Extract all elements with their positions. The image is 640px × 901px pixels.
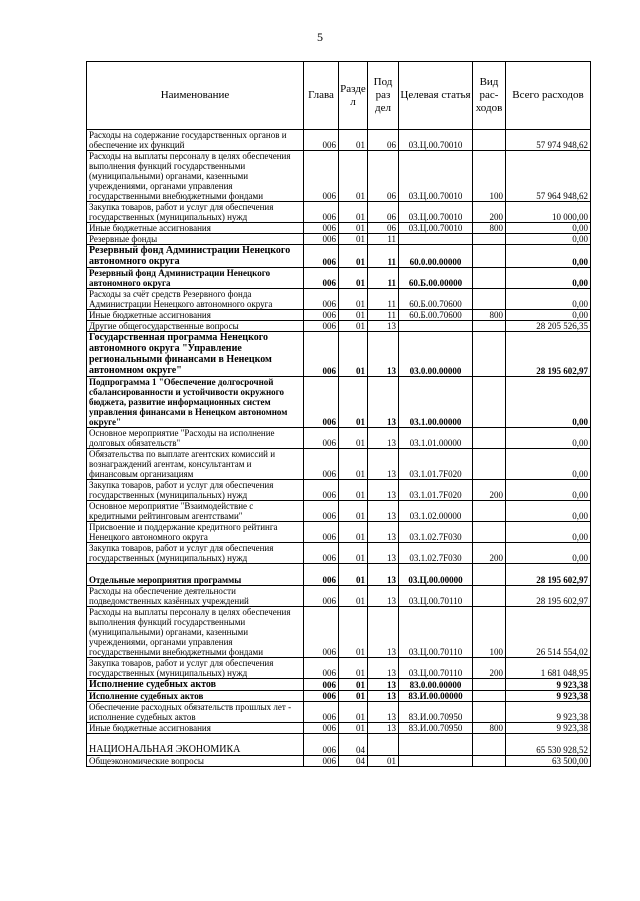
table-row <box>87 321 591 332</box>
row-total: 9 923,38 <box>506 723 591 734</box>
row-target-article: 60.Б.00.70600 <box>399 310 473 321</box>
row-glava: 006 <box>304 679 339 691</box>
table-row <box>87 130 591 151</box>
table-row <box>87 586 591 607</box>
row-expense-type <box>473 756 506 767</box>
row-name: НАЦИОНАЛЬНАЯ ЭКОНОМИКА <box>87 734 304 756</box>
row-name: Расходы за счёт средств Резервного фонда Администрации Ненецкого автономного округа <box>87 289 304 310</box>
row-razdel: 01 <box>339 223 368 234</box>
row-total: 0,00 <box>506 480 591 501</box>
row-razdel: 04 <box>339 734 368 756</box>
row-name: Отдельные мероприятия программы <box>87 564 304 586</box>
row-expense-type: 200 <box>473 658 506 679</box>
row-podrazdel: 13 <box>368 679 399 691</box>
row-glava: 006 <box>304 702 339 723</box>
table-row <box>87 522 591 543</box>
row-target-article: 03.1.01.7F020 <box>399 449 473 480</box>
row-expense-type <box>473 564 506 586</box>
row-razdel: 01 <box>339 723 368 734</box>
row-glava: 006 <box>304 501 339 522</box>
header-glava: Глава <box>304 62 339 130</box>
table-row <box>87 268 591 289</box>
row-razdel: 01 <box>339 658 368 679</box>
row-target-article: 03.Ц.00.70010 <box>399 202 473 223</box>
row-podrazdel: 06 <box>368 151 399 202</box>
row-glava: 006 <box>304 723 339 734</box>
row-expense-type <box>473 679 506 691</box>
table-row <box>87 702 591 723</box>
row-razdel: 01 <box>339 245 368 268</box>
row-total: 0,00 <box>506 310 591 321</box>
row-podrazdel: 11 <box>368 289 399 310</box>
row-total: 0,00 <box>506 234 591 245</box>
row-razdel: 01 <box>339 268 368 289</box>
row-razdel: 01 <box>339 377 368 428</box>
row-target-article <box>399 756 473 767</box>
row-name: Иные бюджетные ассигнования <box>87 223 304 234</box>
table-row <box>87 245 591 268</box>
row-podrazdel: 13 <box>368 691 399 702</box>
row-total: 0,00 <box>506 268 591 289</box>
row-total: 28 195 602,97 <box>506 332 591 377</box>
row-total: 26 514 554,02 <box>506 607 591 658</box>
expenditure-table <box>86 61 591 767</box>
row-podrazdel: 06 <box>368 130 399 151</box>
table-row <box>87 223 591 234</box>
header-total: Всего расходов <box>506 62 591 130</box>
row-razdel: 01 <box>339 564 368 586</box>
row-expense-type <box>473 245 506 268</box>
row-expense-type <box>473 377 506 428</box>
row-expense-type: 100 <box>473 607 506 658</box>
table-row <box>87 564 591 586</box>
table-row <box>87 723 591 734</box>
row-target-article: 03.1.02.7F030 <box>399 522 473 543</box>
row-glava: 006 <box>304 289 339 310</box>
row-total: 0,00 <box>506 377 591 428</box>
row-razdel: 01 <box>339 130 368 151</box>
row-expense-type: 800 <box>473 723 506 734</box>
row-razdel: 01 <box>339 522 368 543</box>
row-glava: 006 <box>304 428 339 449</box>
header-name: Наименование <box>87 62 304 130</box>
row-podrazdel: 13 <box>368 377 399 428</box>
row-glava: 006 <box>304 658 339 679</box>
row-total: 9 923,38 <box>506 679 591 691</box>
row-podrazdel: 13 <box>368 501 399 522</box>
row-target-article: 60.Б.00.00000 <box>399 268 473 289</box>
row-target-article: 60.Б.00.70600 <box>399 289 473 310</box>
row-total: 28 205 526,35 <box>506 321 591 332</box>
row-razdel: 01 <box>339 234 368 245</box>
row-name: Закупка товаров, работ и услуг для обеспечения государственных (муниципальных) нужд <box>87 543 304 564</box>
row-name: Обеспечение расходных обязательств прошлых лет - исполнение судебных актов <box>87 702 304 723</box>
row-expense-type: 200 <box>473 480 506 501</box>
row-razdel: 01 <box>339 310 368 321</box>
row-glava: 006 <box>304 202 339 223</box>
header-razdel: Разде л <box>339 62 368 130</box>
row-glava: 006 <box>304 130 339 151</box>
row-podrazdel: 06 <box>368 223 399 234</box>
row-expense-type: 800 <box>473 223 506 234</box>
table-row <box>87 543 591 564</box>
row-expense-type <box>473 522 506 543</box>
row-total: 0,00 <box>506 522 591 543</box>
table-row <box>87 377 591 428</box>
row-podrazdel: 13 <box>368 522 399 543</box>
row-podrazdel: 13 <box>368 332 399 377</box>
row-razdel: 01 <box>339 501 368 522</box>
row-name: Исполнение судебных актов <box>87 679 304 691</box>
row-name: Иные бюджетные ассигнования <box>87 723 304 734</box>
row-podrazdel: 11 <box>368 310 399 321</box>
row-glava: 006 <box>304 321 339 332</box>
row-glava: 006 <box>304 522 339 543</box>
row-podrazdel: 11 <box>368 245 399 268</box>
row-glava: 006 <box>304 310 339 321</box>
row-expense-type <box>473 332 506 377</box>
row-total: 65 530 928,52 <box>506 734 591 756</box>
row-name: Основное мероприятие "Взаимодействие с кредитными рейтинговым агентствами" <box>87 501 304 522</box>
table-row <box>87 428 591 449</box>
row-razdel: 01 <box>339 202 368 223</box>
row-total: 0,00 <box>506 501 591 522</box>
row-target-article: 83.И.00.00000 <box>399 691 473 702</box>
header-target: Целевая статья <box>399 62 473 130</box>
row-target-article: 03.1.00.00000 <box>399 377 473 428</box>
row-razdel: 01 <box>339 449 368 480</box>
row-razdel: 01 <box>339 607 368 658</box>
row-expense-type <box>473 586 506 607</box>
row-target-article: 03.Ц.00.00000 <box>399 564 473 586</box>
row-target-article: 03.Ц.00.70010 <box>399 130 473 151</box>
table-row <box>87 501 591 522</box>
row-target-article: 03.1.01.7F020 <box>399 480 473 501</box>
row-podrazdel: 11 <box>368 268 399 289</box>
row-name: Резервные фонды <box>87 234 304 245</box>
row-glava: 006 <box>304 268 339 289</box>
table-row <box>87 679 591 691</box>
row-glava: 006 <box>304 564 339 586</box>
row-glava: 006 <box>304 223 339 234</box>
row-total: 0,00 <box>506 449 591 480</box>
row-glava: 006 <box>304 332 339 377</box>
row-name: Закупка товаров, работ и услуг для обеспечения государственных (муниципальных) нужд <box>87 658 304 679</box>
row-glava: 006 <box>304 734 339 756</box>
table-row <box>87 310 591 321</box>
row-name: Закупка товаров, работ и услуг для обеспечения государственных (муниципальных) нужд <box>87 480 304 501</box>
table-row <box>87 289 591 310</box>
row-target-article: 03.Ц.00.70110 <box>399 607 473 658</box>
table-row <box>87 734 591 756</box>
table-row <box>87 332 591 377</box>
table-row <box>87 234 591 245</box>
row-name: Расходы на выплаты персоналу в целях обеспечения выполнения функций государственными (муниципальными) органами, казенными учреждениями, органами управления государственными внебюджетными фондами <box>87 151 304 202</box>
row-glava: 006 <box>304 151 339 202</box>
row-name: Закупка товаров, работ и услуг для обеспечения государственных (муниципальных) нужд <box>87 202 304 223</box>
row-expense-type <box>473 234 506 245</box>
row-podrazdel: 13 <box>368 607 399 658</box>
row-expense-type <box>473 691 506 702</box>
row-name: Резервный фонд Администрации Ненецкого автономного округа <box>87 268 304 289</box>
row-podrazdel: 06 <box>368 202 399 223</box>
table-row <box>87 756 591 767</box>
row-expense-type <box>473 289 506 310</box>
row-name: Обязательства по выплате агентских комиссий и вознаграждений агентам, консультантам и финансовым организациям <box>87 449 304 480</box>
table-row <box>87 202 591 223</box>
row-total: 57 964 948,62 <box>506 151 591 202</box>
row-glava: 006 <box>304 245 339 268</box>
row-expense-type <box>473 130 506 151</box>
row-expense-type: 800 <box>473 310 506 321</box>
table-row <box>87 480 591 501</box>
row-total: 57 974 948,62 <box>506 130 591 151</box>
table-row <box>87 607 591 658</box>
row-razdel: 01 <box>339 543 368 564</box>
row-expense-type <box>473 449 506 480</box>
header-podrazdel: Под раз дел <box>368 62 399 130</box>
row-podrazdel: 01 <box>368 756 399 767</box>
row-name: Исполнение судебных актов <box>87 691 304 702</box>
row-target-article: 03.Ц.00.70110 <box>399 586 473 607</box>
row-name: Присвоение и поддержание кредитного рейтинга Ненецкого автономного округа <box>87 522 304 543</box>
row-podrazdel <box>368 734 399 756</box>
row-target-article: 83.0.00.00000 <box>399 679 473 691</box>
row-expense-type <box>473 268 506 289</box>
page-number: 5 <box>317 30 323 44</box>
row-glava: 006 <box>304 607 339 658</box>
row-name: Подпрограмма 1 "Обеспечение долгосрочной сбалансированности и устойчивости окружного бюджета, развитие информационных систем управления финансами в Ненецком автономном округе" <box>87 377 304 428</box>
row-expense-type <box>473 702 506 723</box>
row-podrazdel: 13 <box>368 543 399 564</box>
row-total: 63 500,00 <box>506 756 591 767</box>
row-name: Расходы на выплаты персоналу в целях обеспечения выполнения функций государственными (муниципальными) органами, казенными учреждениями, органами управления государственными внебюджетными фондами <box>87 607 304 658</box>
row-name: Иные бюджетные ассигнования <box>87 310 304 321</box>
row-podrazdel: 13 <box>368 449 399 480</box>
row-expense-type: 200 <box>473 202 506 223</box>
row-target-article: 03.1.01.00000 <box>399 428 473 449</box>
row-podrazdel: 13 <box>368 428 399 449</box>
table-body <box>87 130 591 767</box>
row-expense-type: 100 <box>473 151 506 202</box>
row-razdel: 01 <box>339 332 368 377</box>
row-name: Расходы на обеспечение деятельности подведомственных казённых учреждений <box>87 586 304 607</box>
row-glava: 006 <box>304 691 339 702</box>
row-glava: 006 <box>304 480 339 501</box>
row-name: Государственная программа Ненецкого автономного округа "Управление региональными финансами в Ненецком автономном округе" <box>87 332 304 377</box>
row-podrazdel: 13 <box>368 321 399 332</box>
row-name: Основное мероприятие "Расходы на исполнение долговых обязательств" <box>87 428 304 449</box>
row-total: 0,00 <box>506 223 591 234</box>
row-razdel: 01 <box>339 586 368 607</box>
row-podrazdel: 13 <box>368 480 399 501</box>
row-total: 9 923,38 <box>506 691 591 702</box>
row-total: 0,00 <box>506 289 591 310</box>
row-expense-type <box>473 321 506 332</box>
table-row <box>87 658 591 679</box>
row-target-article <box>399 734 473 756</box>
row-podrazdel: 13 <box>368 586 399 607</box>
row-razdel: 01 <box>339 321 368 332</box>
row-razdel: 01 <box>339 289 368 310</box>
row-target-article <box>399 234 473 245</box>
row-podrazdel: 13 <box>368 564 399 586</box>
row-razdel: 01 <box>339 480 368 501</box>
row-glava: 006 <box>304 756 339 767</box>
row-name: Резервный фонд Администрации Ненецкого автономного округа <box>87 245 304 268</box>
row-name: Другие общегосударственные вопросы <box>87 321 304 332</box>
row-glava: 006 <box>304 543 339 564</box>
row-target-article <box>399 321 473 332</box>
row-glava: 006 <box>304 449 339 480</box>
row-total: 0,00 <box>506 543 591 564</box>
row-target-article: 03.Ц.00.70110 <box>399 658 473 679</box>
row-total: 28 195 602,97 <box>506 586 591 607</box>
row-expense-type: 200 <box>473 543 506 564</box>
table-row <box>87 151 591 202</box>
row-expense-type <box>473 501 506 522</box>
row-razdel: 01 <box>339 702 368 723</box>
row-glava: 006 <box>304 586 339 607</box>
row-target-article: 03.1.02.7F030 <box>399 543 473 564</box>
row-podrazdel: 13 <box>368 702 399 723</box>
row-total: 10 000,00 <box>506 202 591 223</box>
row-target-article: 60.0.00.00000 <box>399 245 473 268</box>
header-vid: Вид рас- ходов <box>473 62 506 130</box>
row-razdel: 01 <box>339 679 368 691</box>
row-glava: 006 <box>304 377 339 428</box>
row-target-article: 03.1.02.00000 <box>399 501 473 522</box>
row-name: Общеэкономические вопросы <box>87 756 304 767</box>
row-target-article: 03.0.00.00000 <box>399 332 473 377</box>
row-razdel: 01 <box>339 691 368 702</box>
row-total: 28 195 602,97 <box>506 564 591 586</box>
row-podrazdel: 13 <box>368 658 399 679</box>
row-target-article: 83.И.00.70950 <box>399 702 473 723</box>
row-podrazdel: 11 <box>368 234 399 245</box>
row-total: 9 923,38 <box>506 702 591 723</box>
row-target-article: 83.И.00.70950 <box>399 723 473 734</box>
row-razdel: 01 <box>339 151 368 202</box>
row-target-article: 03.Ц.00.70010 <box>399 223 473 234</box>
row-expense-type <box>473 734 506 756</box>
table-row <box>87 691 591 702</box>
row-expense-type <box>473 428 506 449</box>
row-total: 0,00 <box>506 245 591 268</box>
table-header <box>87 62 591 130</box>
row-total: 0,00 <box>506 428 591 449</box>
row-glava: 006 <box>304 234 339 245</box>
row-target-article: 03.Ц.00.70010 <box>399 151 473 202</box>
row-podrazdel: 13 <box>368 723 399 734</box>
row-name: Расходы на содержание государственных органов и обеспечение их функций <box>87 130 304 151</box>
row-razdel: 01 <box>339 428 368 449</box>
row-total: 1 681 048,95 <box>506 658 591 679</box>
table-row <box>87 449 591 480</box>
row-razdel: 04 <box>339 756 368 767</box>
